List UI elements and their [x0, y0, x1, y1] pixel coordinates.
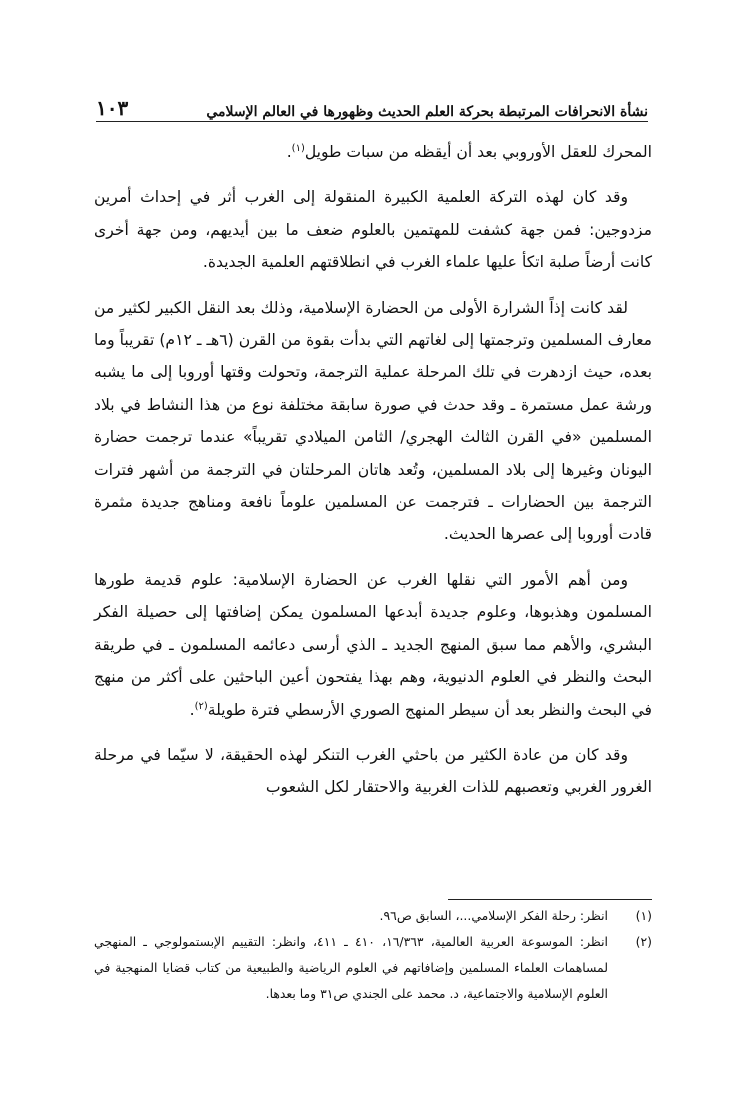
footnotes — [94, 903, 652, 1007]
paragraph-5: وقد كان من عادة الكثير من باحثي الغرب التنكر لهذه الحقيقة، لا سيّما في مرحلة الغرور الغربي وتعصبهم للذات الغربية والاحتقار لكل الشعوب — [94, 745, 652, 797]
running-header — [96, 92, 648, 120]
footnote-number: (٢) — [635, 934, 652, 949]
footnote-ref-1: (١) — [291, 142, 305, 154]
footnote-1 — [94, 903, 652, 929]
header-divider — [96, 121, 648, 122]
footnote-number: (١) — [635, 908, 652, 923]
footnote-text: انظر: رحلة الفكر الإسلامي...، السابق ص٩٦. — [379, 908, 608, 923]
footnote-divider — [448, 899, 652, 900]
running-header-title: نشأة الانحرافات المرتبطة بحركة العلم الحديث وظهورها في العالم الإسلامي — [206, 104, 648, 120]
footnote-text: انظر: الموسوعة العربية العالمية، ١٦/٣٦٣، ٤١٠ ـ ٤١١، وانظر: التقييم الإبستمولوجي ـ المنهجي لمساهمات العلماء المسلمين وإضافاتهم في العلوم الرياضية والطبيعية من كتاب قضايا المنهجية في العلوم الإسلامية والاجتماعية، د. محمد على الجندي ص٣١ وما بعدها. — [94, 934, 608, 1001]
paragraph-4: ومن أهم الأمور التي نقلها الغرب عن الحضارة الإسلامية: علوم قديمة طورها المسلمون وهذبوها، وعلوم جديدة أبدعها المسلمون يمكن إضافتها إلى حصيلة الفكر البشري، والأهم مما سبق المنهج الجديد ـ الذي أرسى دعائمه المسلمون ـ في طريقة البحث والنظر في العلوم الدنيوية، وهم بهذا يفتحون أعين الباحثين على أكثر من منهج في البحث والنظر بعد أن سيطر المنهج الصوري الأرسطي فترة طويلة$^{(٢)}$. — [94, 570, 652, 719]
footnote-2 — [94, 929, 652, 1007]
paragraph-2: وقد كان لهذه التركة العلمية الكبيرة المنقولة إلى الغرب أثر في إحداث أمرين مزدوجين: فمن جهة كشفت للمهتمين بالعلوم ضعف ما بين أيديهم، ومن جهة أخرى كانت أرضاً صلبة اتكأ عليها علماء الغرب في انطلاقتهم العلمية الجديدة. — [94, 188, 652, 272]
main-text — [94, 136, 652, 817]
footnote-ref-2: (٢) — [194, 700, 208, 712]
paragraph-1: المحرك للعقل الأوروبي بعد أن أيقظه من سبات طويل$^{(١)}$. — [286, 142, 652, 161]
page-number: ١٠٣ — [96, 96, 129, 120]
paragraph-3: لقد كانت إذاً الشرارة الأولى من الحضارة الإسلامية، وذلك بعد النقل الكبير لكثير من معارف المسلمين وترجمتها إلى لغاتهم التي بدأت بقوة من القرن (٦هـ ـ ١٢م) تقريباً وما بعده، حيث ازدهرت في تلك المرحلة عملية الترجمة، وتحولت وقتها أوروبا إلى ما يشبه ورشة عمل مستمرة ـ وقد حدث في صورة سابقة مختلفة نوع من هذا النشاط في بلاد المسلمين «في القرن الثالث الهجري/ الثامن الميلادي تقريباً» عندما ترجمت حضارة اليونان وغيرها إلى بلاد المسلمين، وتُعد هاتان المرحلتان في الترجمة من أشهر فترات الترجمة بين الحضارات ـ فترجمت عن المسلمين علوماً نافعة ومناهج جديدة مثمرة قادت أوروبا إلى عصرها الحديث. — [94, 298, 652, 544]
